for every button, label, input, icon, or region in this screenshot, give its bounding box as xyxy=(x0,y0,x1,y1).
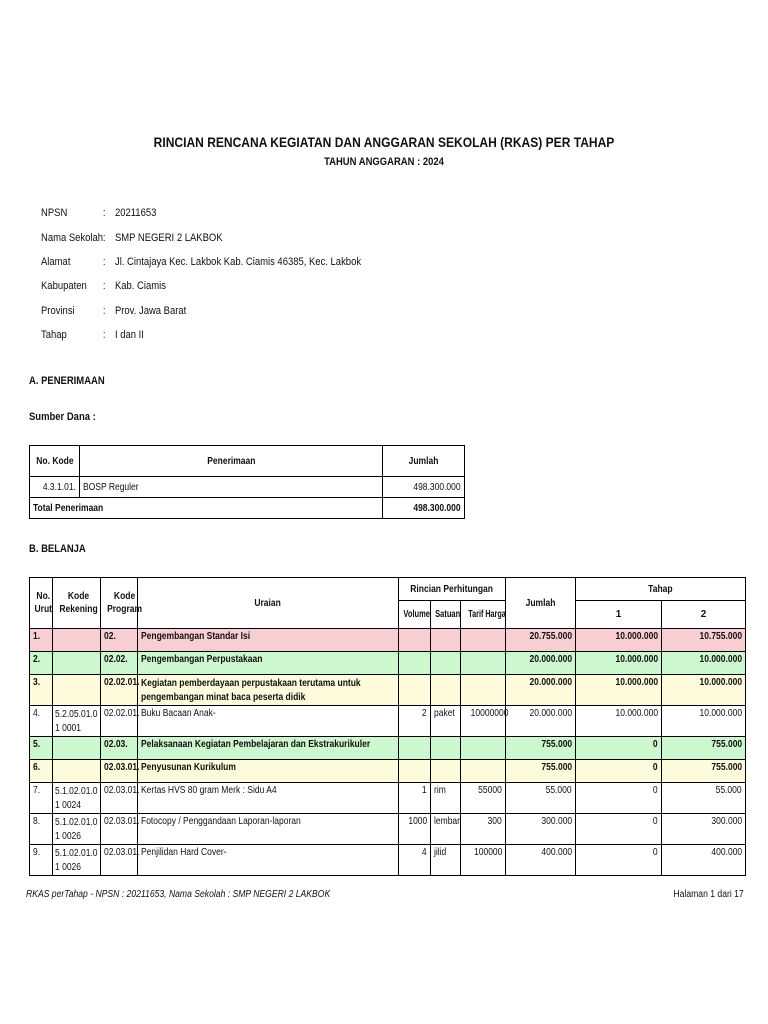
cell-tahap-2: 10.755.000 xyxy=(662,629,746,652)
cell-tahap-2: 10.000.000 xyxy=(662,652,746,675)
cell-satuan xyxy=(431,760,461,783)
cell-uraian: Fotocopy / Penggandaan Laporan-laporan xyxy=(138,814,399,845)
table-header-row xyxy=(30,578,746,601)
info-value: Kab. Ciamis xyxy=(114,280,166,293)
school-info xyxy=(41,201,361,347)
cell-kode-program: 02.03.01. xyxy=(101,845,138,876)
col-header-tahap-2: 2 xyxy=(662,601,746,629)
cell-no: 3. xyxy=(30,675,53,706)
cell-no: 9. xyxy=(30,845,53,876)
cell-volume: 2 xyxy=(399,706,431,737)
cell-no: 7. xyxy=(30,783,53,814)
cell-tahap-1: 10.000.000 xyxy=(576,706,662,737)
col-header-tahap: Tahap xyxy=(576,578,746,601)
cell-kode-program: 02.03.01. xyxy=(101,814,138,845)
cell-tahap-1: 0 xyxy=(576,737,662,760)
cell-tarif xyxy=(461,629,506,652)
cell-tahap-2: 400.000 xyxy=(662,845,746,876)
cell-tarif xyxy=(461,760,506,783)
info-separator: : xyxy=(102,304,106,317)
cell-uraian: Pengembangan Perpustakaan xyxy=(138,652,399,675)
total-value: 498.300.000 xyxy=(383,498,465,519)
cell-no: 4. xyxy=(30,706,53,737)
info-separator: : xyxy=(102,255,106,268)
info-row xyxy=(41,299,361,323)
cell-volume xyxy=(399,629,431,652)
cell-uraian: Pelaksanaan Kegiatan Pembelajaran dan Ekstrakurikuler xyxy=(138,737,399,760)
cell-satuan: rim xyxy=(431,783,461,814)
cell-jumlah: 400.000 xyxy=(506,845,576,876)
cell-jumlah: 755.000 xyxy=(506,737,576,760)
col-header-uraian: Uraian xyxy=(138,578,399,629)
cell-tahap-1: 10.000.000 xyxy=(576,652,662,675)
cell-uraian: Kertas HVS 80 gram Merk : Sidu A4 xyxy=(138,783,399,814)
cell-tarif: 10000000 xyxy=(461,706,506,737)
col-header-no: No. Urut xyxy=(30,578,53,629)
cell-kode-rekening xyxy=(53,675,101,706)
cell-satuan: jilid xyxy=(431,845,461,876)
cell-tarif: 55000 xyxy=(461,783,506,814)
col-header-kode-program: Kode Program xyxy=(101,578,138,629)
cell-tahap-1: 10.000.000 xyxy=(576,675,662,706)
cell-jumlah: 300.000 xyxy=(506,814,576,845)
cell-volume: 1000 xyxy=(399,814,431,845)
info-row xyxy=(41,250,361,274)
source-label: Sumber Dana : xyxy=(29,411,96,423)
page-number: Halaman 1 dari 17 xyxy=(673,889,744,900)
table-row xyxy=(30,675,746,706)
cell-volume xyxy=(399,760,431,783)
table-row xyxy=(30,629,746,652)
cell-jumlah: 498.300.000 xyxy=(383,477,465,498)
cell-tahap-1: 10.000.000 xyxy=(576,629,662,652)
cell-kode-program: 02.02.01. xyxy=(101,706,138,737)
info-separator: : xyxy=(102,280,106,293)
cell-kode-program: 02.03. xyxy=(101,737,138,760)
info-row xyxy=(41,201,361,225)
info-value: I dan II xyxy=(114,329,144,342)
cell-uraian: Penjilidan Hard Cover- xyxy=(138,845,399,876)
cell-kode-rekening xyxy=(53,629,101,652)
info-label: Alamat xyxy=(41,255,71,268)
cell-jumlah: 20.000.000 xyxy=(506,706,576,737)
cell-tahap-1: 0 xyxy=(576,760,662,783)
cell-kode-rekening xyxy=(53,760,101,783)
cell-tahap-1: 0 xyxy=(576,783,662,814)
cell-volume: 4 xyxy=(399,845,431,876)
table-row xyxy=(30,760,746,783)
cell-kode-rekening: 5.1.02.01.01 0026 xyxy=(53,845,101,876)
cell-uraian: Buku Bacaan Anak- xyxy=(138,706,399,737)
cell-jumlah: 755.000 xyxy=(506,760,576,783)
cell-kode-rekening xyxy=(53,652,101,675)
cell-kode-rekening: 5.1.02.01.01 0024 xyxy=(53,783,101,814)
info-row xyxy=(41,323,361,347)
cell-jumlah: 20.000.000 xyxy=(506,675,576,706)
cell-jumlah: 55.000 xyxy=(506,783,576,814)
cell-tahap-1: 0 xyxy=(576,845,662,876)
cell-satuan xyxy=(431,629,461,652)
col-header-tahap-1: 1 xyxy=(576,601,662,629)
total-row xyxy=(30,498,465,519)
col-header-penerimaan: Penerimaan xyxy=(80,446,383,477)
info-value: 20211653 xyxy=(114,207,157,220)
cell-volume xyxy=(399,652,431,675)
table-row xyxy=(30,845,746,876)
cell-kode-program: 02.02.01. xyxy=(101,675,138,706)
budget-year: TAHUN ANGGARAN : 2024 xyxy=(324,156,444,168)
cell-uraian: Kegiatan pemberdayaan perpustakaan terutama untuk pengembangan minat baca peserta didik xyxy=(138,675,399,706)
col-header-tarif: Tarif Harga xyxy=(461,601,506,629)
cell-tahap-2: 755.000 xyxy=(662,760,746,783)
cell-satuan xyxy=(431,675,461,706)
col-header-jumlah: Jumlah xyxy=(506,578,576,629)
cell-no: 6. xyxy=(30,760,53,783)
cell-tarif: 300 xyxy=(461,814,506,845)
cell-no: 2. xyxy=(30,652,53,675)
cell-tarif xyxy=(461,652,506,675)
cell-volume xyxy=(399,675,431,706)
info-label: Provinsi xyxy=(41,304,75,317)
belanja-table xyxy=(29,577,746,876)
info-separator: : xyxy=(102,207,106,220)
col-header-satuan: Satuan xyxy=(431,601,461,629)
info-label: NPSN xyxy=(41,207,68,220)
cell-satuan: paket xyxy=(431,706,461,737)
info-label: Nama Sekolah xyxy=(41,231,104,244)
penerimaan-table xyxy=(29,445,465,519)
table-row xyxy=(30,814,746,845)
total-label: Total Penerimaan xyxy=(30,498,383,519)
col-header-jumlah: Jumlah xyxy=(383,446,465,477)
cell-kode-rekening: 5.1.02.01.01 0026 xyxy=(53,814,101,845)
info-row xyxy=(41,274,361,298)
section-penerimaan-heading: A. PENERIMAAN xyxy=(29,375,105,387)
info-value: Prov. Jawa Barat xyxy=(114,304,187,317)
page-footer-left: RKAS perTahap - NPSN : 20211653, Nama Sekolah : SMP NEGERI 2 LAKBOK xyxy=(26,889,331,900)
cell-tahap-2: 300.000 xyxy=(662,814,746,845)
table-row xyxy=(30,477,465,498)
section-belanja-heading: B. BELANJA xyxy=(29,543,86,555)
info-label: Kabupaten xyxy=(41,280,87,293)
cell-kode-program: 02.03.01. xyxy=(101,760,138,783)
info-separator: : xyxy=(102,231,106,244)
table-row xyxy=(30,652,746,675)
info-separator: : xyxy=(102,329,106,342)
cell-kode: 4.3.1.01. xyxy=(30,477,80,498)
cell-tahap-2: 55.000 xyxy=(662,783,746,814)
cell-tahap-1: 0 xyxy=(576,814,662,845)
cell-kode-rekening: 5.2.05.01.01 0001 xyxy=(53,706,101,737)
cell-volume xyxy=(399,737,431,760)
col-header-kode: No. Kode xyxy=(30,446,80,477)
cell-tahap-2: 10.000.000 xyxy=(662,675,746,706)
cell-tarif xyxy=(461,737,506,760)
cell-no: 8. xyxy=(30,814,53,845)
cell-tahap-2: 755.000 xyxy=(662,737,746,760)
cell-satuan xyxy=(431,737,461,760)
cell-satuan: lembar xyxy=(431,814,461,845)
info-value: Jl. Cintajaya Kec. Lakbok Kab. Ciamis 46385, Kec. Lakbok xyxy=(114,255,362,268)
col-header-volume: Volume xyxy=(399,601,431,629)
table-row xyxy=(30,706,746,737)
cell-kode-rekening xyxy=(53,737,101,760)
cell-satuan xyxy=(431,652,461,675)
table-row xyxy=(30,783,746,814)
cell-jumlah: 20.000.000 xyxy=(506,652,576,675)
table-row xyxy=(30,737,746,760)
cell-tahap-2: 10.000.000 xyxy=(662,706,746,737)
cell-tarif xyxy=(461,675,506,706)
cell-tarif: 100000 xyxy=(461,845,506,876)
cell-no: 1. xyxy=(30,629,53,652)
info-value: SMP NEGERI 2 LAKBOK xyxy=(114,231,223,244)
cell-kode-program: 02. xyxy=(101,629,138,652)
cell-uraian: Penyusunan Kurikulum xyxy=(138,760,399,783)
cell-no: 5. xyxy=(30,737,53,760)
col-header-rincian: Rincian Perhitungan xyxy=(399,578,506,601)
col-header-kode-rekening: Kode Rekening xyxy=(53,578,101,629)
cell-volume: 1 xyxy=(399,783,431,814)
cell-penerimaan: BOSP Reguler xyxy=(80,477,383,498)
info-label: Tahap xyxy=(41,329,67,342)
cell-uraian: Pengembangan Standar Isi xyxy=(138,629,399,652)
table-header-row xyxy=(30,446,465,477)
cell-kode-program: 02.02. xyxy=(101,652,138,675)
cell-jumlah: 20.755.000 xyxy=(506,629,576,652)
document-title: RINCIAN RENCANA KEGIATAN DAN ANGGARAN SEKOLAH (RKAS) PER TAHAP xyxy=(153,134,615,150)
cell-kode-program: 02.03.01. xyxy=(101,783,138,814)
info-row xyxy=(41,225,361,249)
